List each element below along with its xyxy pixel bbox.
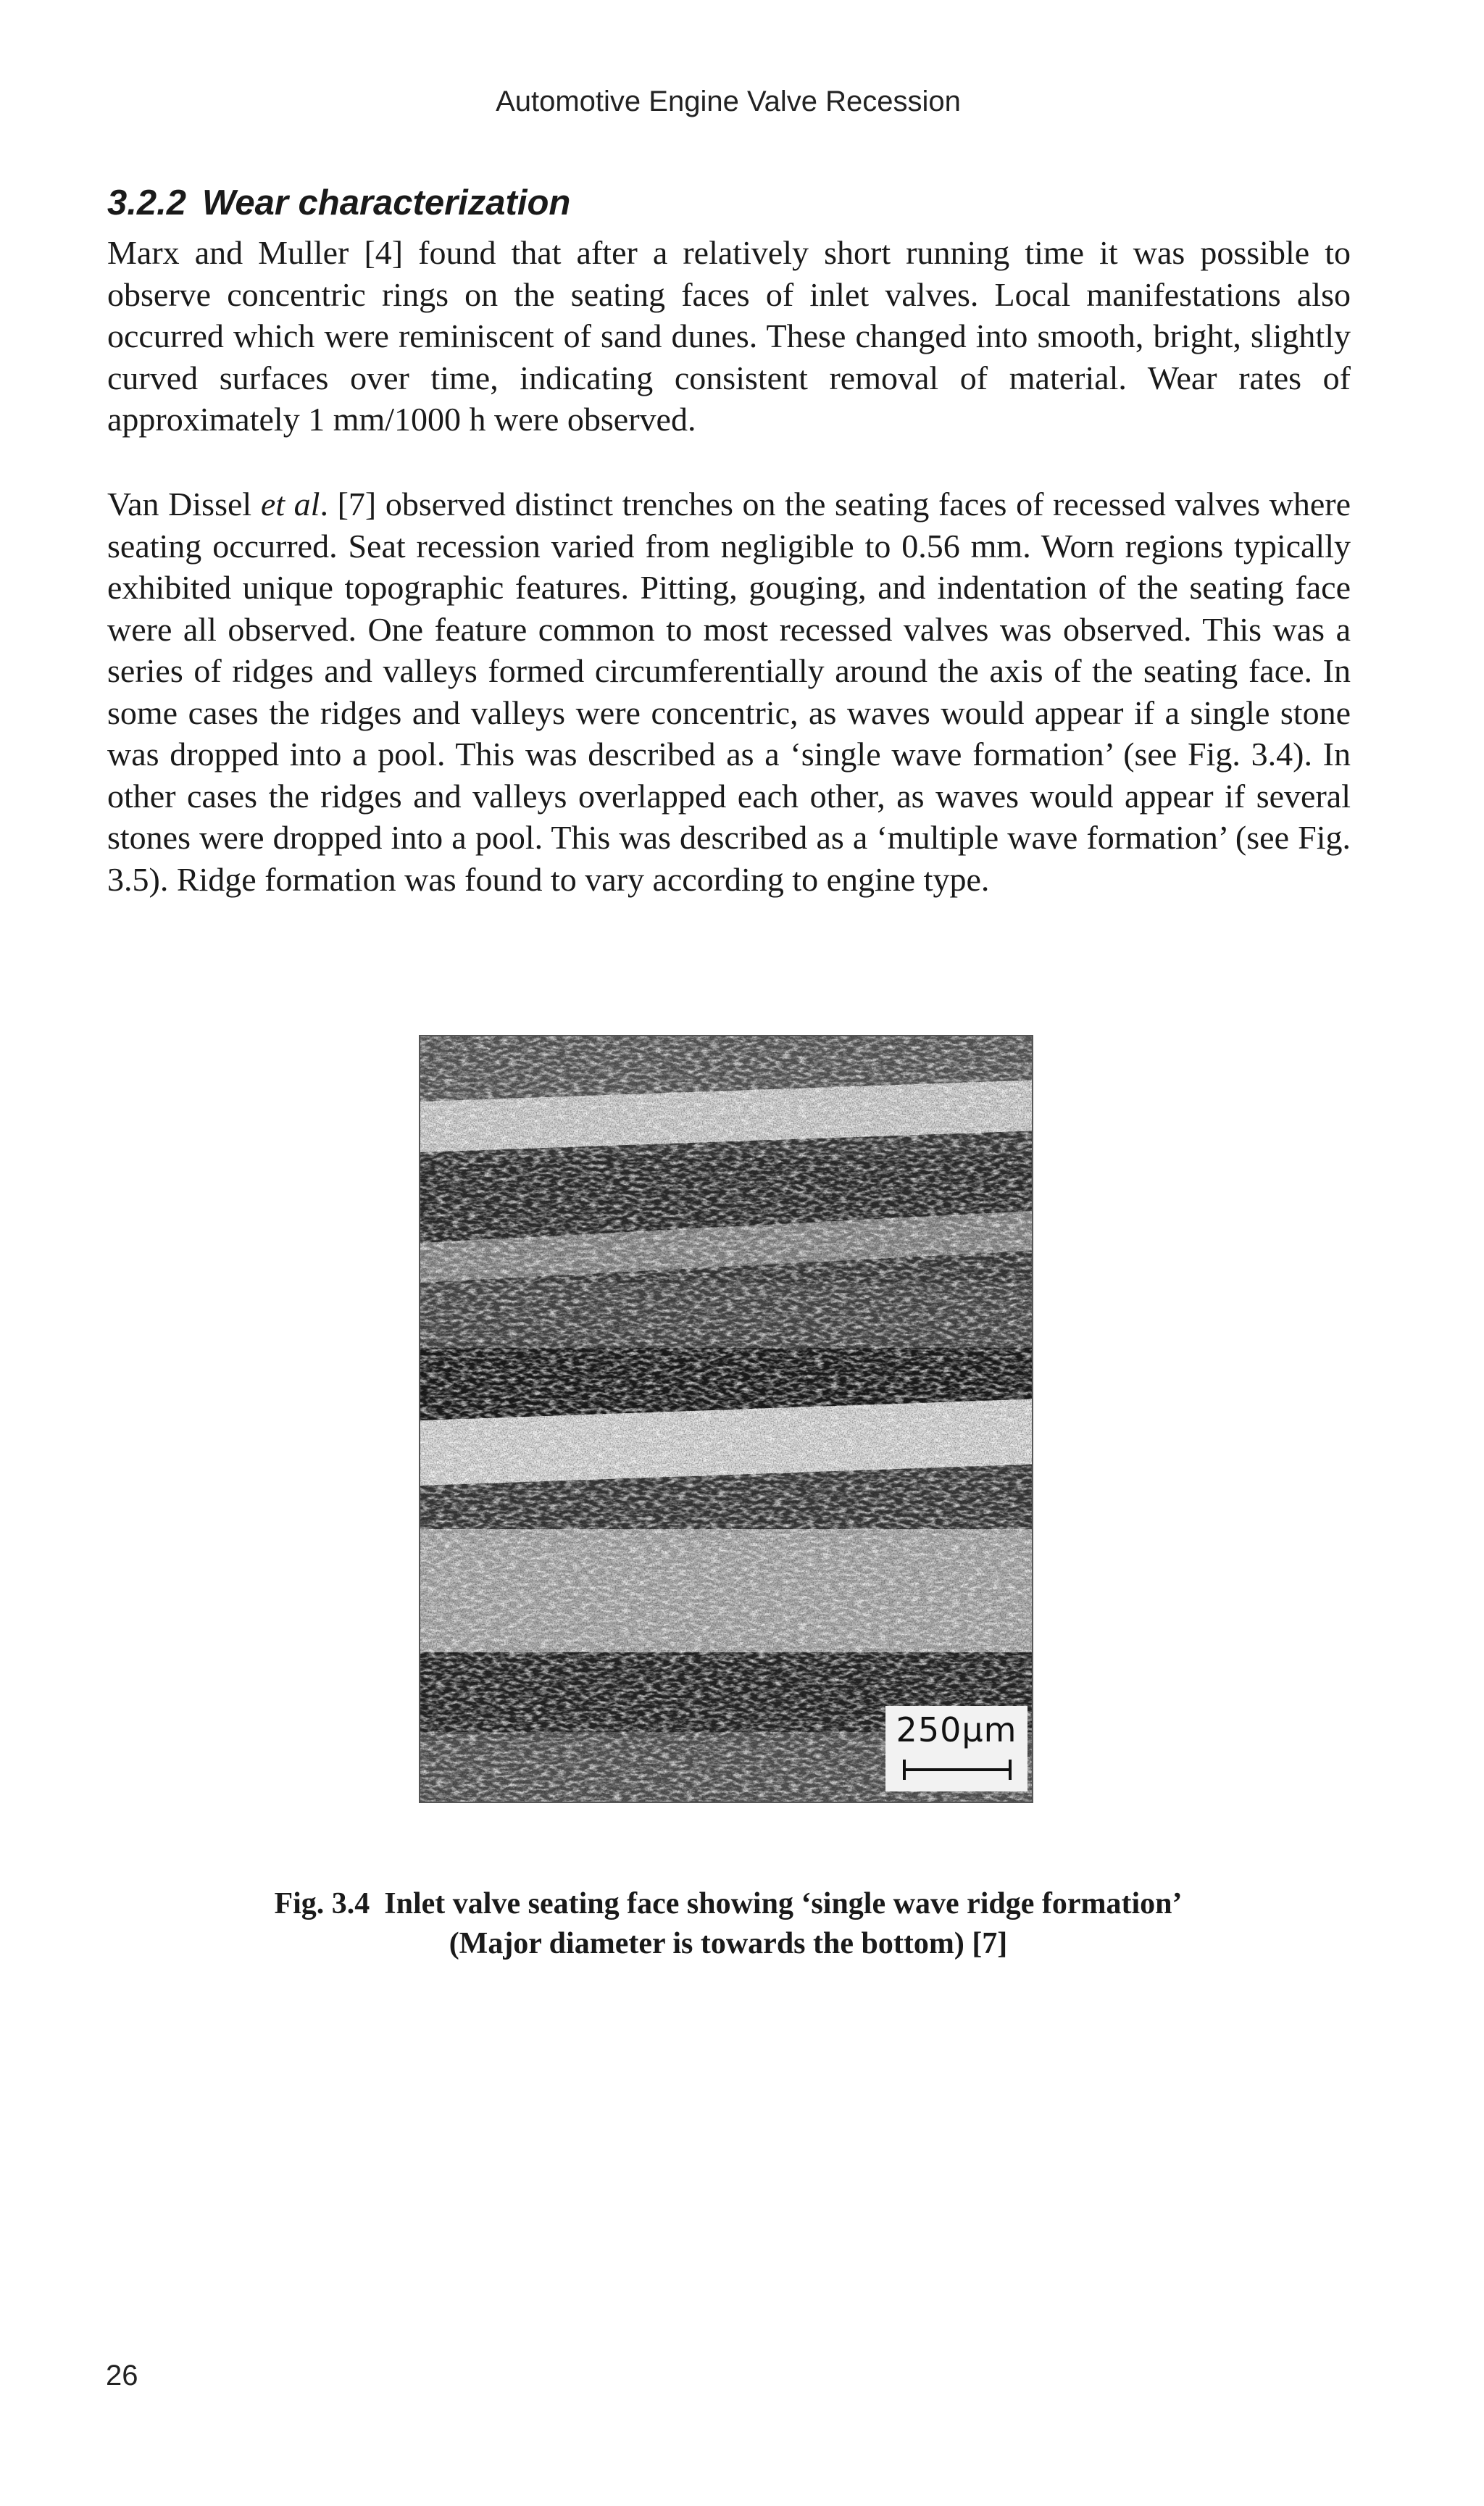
section-number: 3.2.2 [107, 183, 186, 222]
section-heading [107, 183, 570, 223]
micrograph-figure [419, 1035, 1033, 1803]
paragraph-2-italic: et al [260, 486, 320, 523]
figure-caption [0, 1884, 1456, 1964]
paragraph-2-rest: . [7] observed distinct trenches on the seating faces of recessed valves where seating occurred. Seat recession varied from negligible to 0.56 mm. Worn regions typically exhibited unique topographic features. Pitting, gouging, and indentation of the seating face were all observed. One feature common to most recessed valves was observed. This was a series of ridges and valleys formed circumferentially around the axis of the seating face. In some cases the ridges and valleys were concentric, as waves would appear if a single stone was dropped into a pool. This was described as a ‘single wave formation’ (see Fig. 3.4). In other cases the ridges and valleys overlapped each other, as waves would appear if several stones were dropped into a pool. This was described as a ‘multiple wave formation’ (see Fig. 3.5). Ridge formation was found to vary according to engine type. [107, 486, 1351, 898]
paragraph-2-start: Van Dissel [107, 486, 261, 523]
caption-line-1 [0, 1884, 1456, 1924]
scale-label: 250μm [896, 1710, 1017, 1749]
running-head: Automotive Engine Valve Recession [496, 86, 961, 117]
micrograph-image [420, 1036, 1033, 1803]
scale-bar-box [885, 1706, 1027, 1791]
section-title: Wear characterization [201, 183, 571, 222]
paragraph-1: Marx and Muller [4] found that after a relatively short running time it was possible to observe concentric rings on the seating faces of inlet valves. Local manifestations also occurred which were reminiscent of sand dunes. These changed into smooth, bright, slightly curved surfaces over time, indicating consistent removal of material. Wear rates of approximately 1 mm/1000 h were observed. [107, 234, 1351, 438]
paragraph-2 [107, 483, 1351, 900]
figure-label: Fig. 3.4 [274, 1887, 370, 1920]
page-number: 26 [106, 2360, 138, 2391]
scale-bar [903, 1768, 1012, 1771]
caption-text-1: Inlet valve seating face showing ‘single wave ridge formation’ [384, 1887, 1183, 1920]
caption-line-2: (Major diameter is towards the bottom) [7] [449, 1927, 1008, 1960]
